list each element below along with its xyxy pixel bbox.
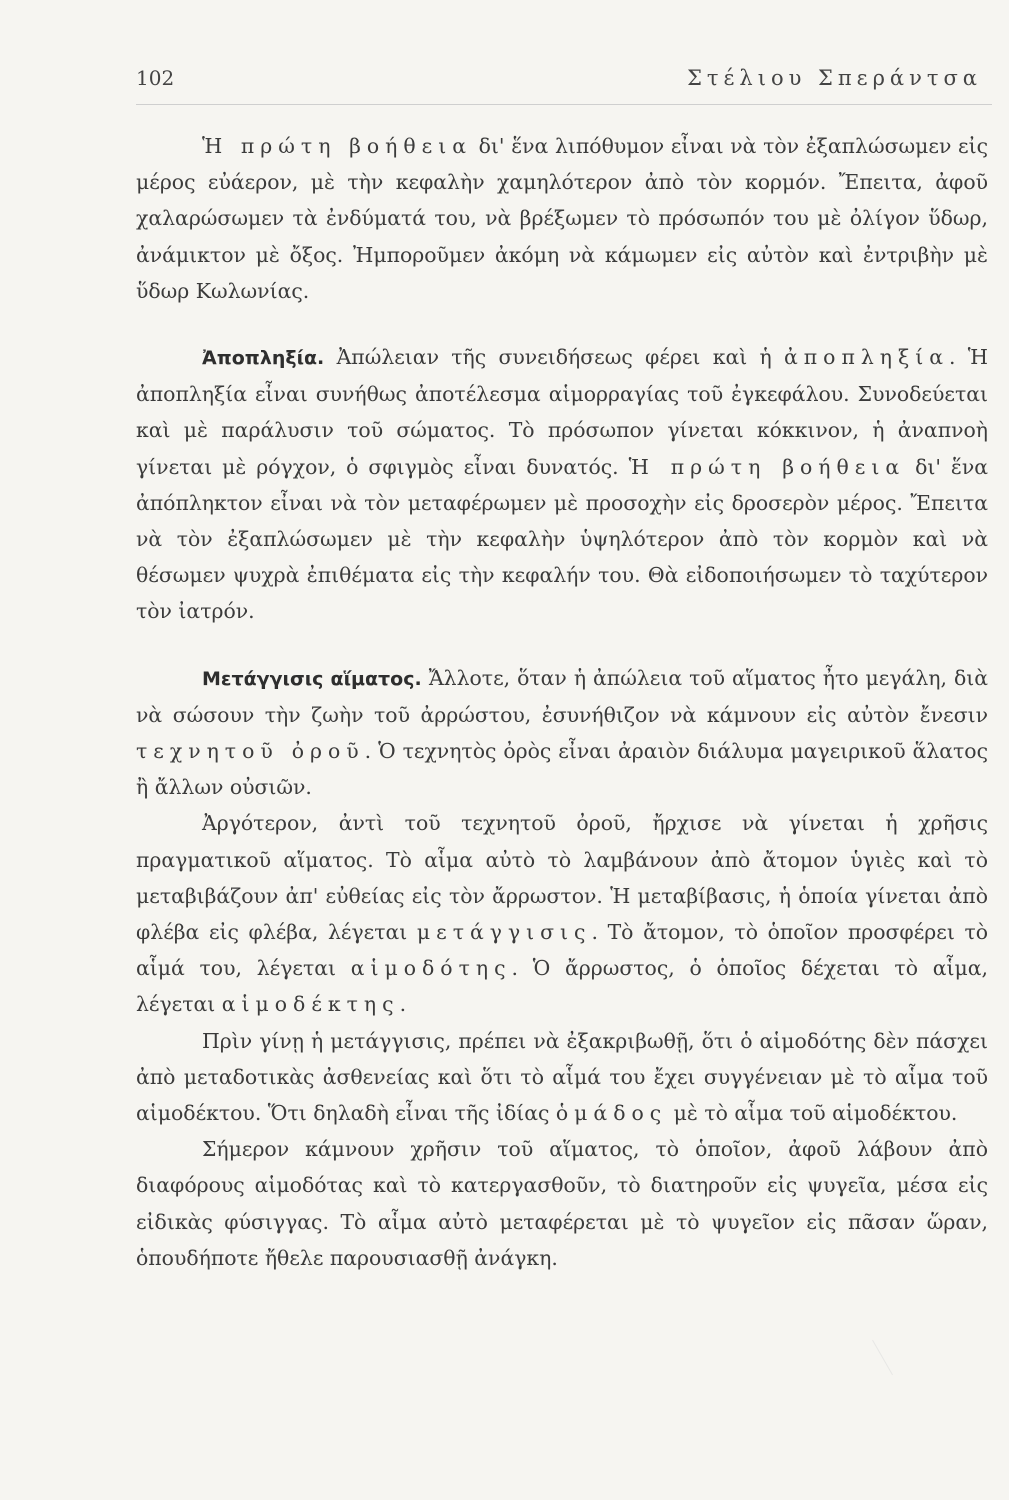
spaced-term: Ἡ πρώτη βοήθεια [202,134,472,158]
running-head: Στέλιου Σπεράντσα [687,66,982,90]
page-smudge [872,1325,919,1375]
paragraph-text: Σήμερον κάμνουν χρῆσιν τοῦ αἵματος, τὸ ὁποῖον, ἀφοῦ λάβουν ἀπὸ διαφόρους αἱμοδότας καὶ τὸ κατεργασθοῦν, τὸ διατηροῦν εἰς ψυγεῖα, μέσα εἰς εἰδικὰς φύσιγγας. Τὸ αἷμα αὐτὸ μεταφέρεται μὲ τὸ ψυγεῖον εἰς πᾶσαν ὥραν, ὁπουδήποτε ἤθελε παρουσιασθῇ ἀνάγκη. [136,1137,988,1270]
section-heading-transfusion: Μετάγγισις αἵματος. [202,667,422,690]
paragraph-apoplexy [136,339,988,630]
paragraph-text: δι' ἕνα ἀπόπληκτον εἶναι νὰ τὸν μεταφέρωμεν μὲ προσοχὴν εἰς δροσερὸν μέρος. Ἔπειτα νὰ τὸν ἐξαπλώσωμεν μὲ τὴν κεφαλὴν ὑψηλότερον ἀπὸ τὸν κορμὸν καὶ νὰ θέσωμεν ψυχρὰ ἐπιθέματα εἰς τὴν κεφαλήν του. Θὰ εἰδοποιήσωμεν τὸ ταχύτερον τὸν ἰατρόν. [136,454,989,624]
paragraph-text: Ἀργότερον, ἀντὶ τοῦ τεχνητοῦ ὀροῦ, ἤρχισε νὰ γίνεται ἡ χρῆσις πραγματικοῦ αἵματος. Τὸ αἷμα αὐτὸ τὸ λαμβάνουν ἀπὸ ἄτομον ὑγιὲς καὶ τὸ μεταβιβάζουν ἀπ' εὐθείας εἰς τὸν ἄρρωστον. Ἡ μεταβίβασις, ἡ ὁποία γίνεται ἀπὸ φλέβα εἰς φλέβα, λέγεται [136,811,988,945]
spaced-term: τεχνητοῦ ὀροῦ [136,739,365,764]
paragraph-text: . Ὁ τεχνητὸς ὀρὸς εἶναι ἀραιὸν διάλυμα μαγειρικοῦ ἅλατος ἢ ἄλλων οὐσιῶν. [136,739,988,800]
header-rule [136,104,992,105]
paragraph-text: Ἄλλοτε, ὅταν ἡ ἀπώλεια τοῦ αἵματος ἦτο μεγάλη, διὰ νὰ σώσουν τὴν ζωὴν τοῦ ἀρρώστου, ἐσυνήθιζον νὰ κάμνουν εἰς αὐτὸν ἔνεσιν [136,665,988,727]
paragraph-text: Πρὶν γίνῃ ἡ μετάγγισις, πρέπει νὰ ἐξακριβωθῇ, ὅτι ὁ αἱμοδότης δὲν πάσχει ἀπὸ μεταδοτικὰς ἀσθενείας καὶ ὅτι τὸ αἷμά του ἔχει συγγένειαν μὲ τὸ αἷμα τοῦ αἱμοδέκτου. Ὅτι δηλαδὴ εἶναι τῆς ἰδίας [136,1028,988,1126]
body-text [136,128,988,1276]
spaced-term: μετάγγισις [416,920,592,945]
paragraph-blood-storage [136,1131,988,1276]
paragraph-text: . Τὸ ἄτομον, τὸ ὁποῖον προσφέρει τὸ αἷμά του, λέγεται [136,920,988,981]
paragraph-text: μὲ τὸ αἷμα τοῦ αἱμοδέκτου. [667,1101,958,1126]
paragraph-text: . [399,992,407,1017]
spaced-term: ἀποπληξία [784,345,949,370]
paragraph-text: δι' ἕνα λιπόθυμον εἶναι νὰ τὸν ἐξαπλώσωμεν εἰς μέρος εὐάερον, μὲ τὴν κεφαλὴν χαμηλότερον ἀπὸ τὸν κορμόν. Ἔπειτα, ἀφοῦ χαλαρώσωμεν τὰ ἐνδύματά του, νὰ βρέξωμεν τὸ πρόσωπόν του μὲ ὀλίγον ὕδωρ, ἀνάμικτον μὲ ὄξος. Ἠμποροῦμεν ἀκόμη νὰ κάμωμεν εἰς αὐτὸν καὶ ἐντριβὴν μὲ ὕδωρ Κωλωνίας. [136,134,989,303]
page-number: 102 [136,66,175,90]
paragraph-blood-transfusion [136,660,988,806]
paragraph-text: Ἀπώλειαν τῆς συνειδήσεως φέρει καὶ ἡ [324,345,785,370]
spaced-term: Ἡ πρώτη βοήθεια [628,454,906,479]
spaced-term: αἱμοδέκτης [221,992,400,1017]
paragraph-first-aid-fainting [136,128,988,309]
paragraph-real-blood [136,805,988,1022]
spaced-term: αἱμοδότης [350,956,512,981]
paragraph-text: . Ὁ ἄρρωστος, ὁ ὁποῖος δέχεται τὸ αἷμα, λέγεται [136,956,988,1017]
section-heading-apoplexy: Ἀποπληξία. [202,347,325,370]
paragraph-text: . Ἡ ἀποπληξία εἶναι συνήθως ἀποτέλεσμα αἱμορραγίας τοῦ ἐγκεφάλου. Συνοδεύεται καὶ μὲ παράλυσιν τοῦ σώματος. Τὸ πρόσωπον γίνεται κόκκινον, ἡ ἀναπνοὴ γίνεται μὲ ρόγχον, ὁ σφιγμὸς εἶναι δυνατός. [136,345,988,479]
spaced-term: ὁμάδος [555,1101,668,1126]
paragraph-blood-group [136,1023,988,1132]
